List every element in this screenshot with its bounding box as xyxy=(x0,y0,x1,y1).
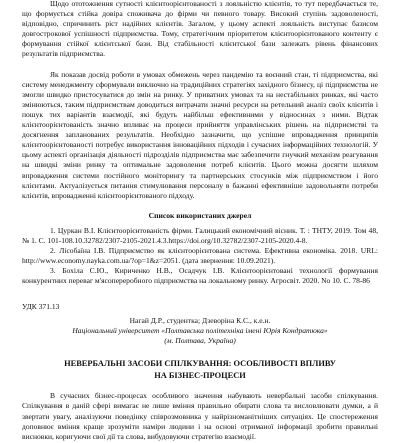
intro-paragraph: Щодо ототожнення сутності клієнтоорієнтованості з лояльністю клієнтів, то тут передбачається те, що формується стійка довіра споживача до фірми чи певного товару. Високий ступінь задоволеності, відповідно, спричинить ріст надійних клієнтів. Загалом, у цьому аспекті лояльність виступає базисом довгострокової успішності підприємства. Тому, стратегічним пріоритетом клієнтоорієнтованого контенту є формування стійкої клієнтської бази. Від стабільності клієнтської бази залежать рівень фінансових результатів підприємства. xyxy=(22,0,378,59)
affiliation-line: Національний університет «Полтавська політехніка імені Юрія Кондратюка» xyxy=(72,326,328,336)
article-title-line: НА БІЗНЕС-ПРОЦЕСИ xyxy=(154,370,246,380)
body-paragraph: В сучасних бізнес-процесах особливого значення набувають невербальні засоби спілкування. Спілкування в даній сфері вимагає не лише вміння правильно обирати слова та висловлювати думки, а й звертати увагу, аналізуючи поведінку співрозмовника у найрізноманітніших ситуаціях. Це спостереження доповнює вміння краще зрозуміти наміри людини і на основі отриманої інформації зробити правильні висновки, коригуючи свої дії та слова, вибудовуючи стратегію взаємодії. xyxy=(22,391,378,441)
article-title-line: НЕВЕРБАЛЬНІ ЗАСОБИ СПІЛКУВАННЯ: ОСОБЛИВОСТІ ВПЛИВУ xyxy=(64,359,336,369)
main-paragraph: Як показав досвід роботи в умовах обмежень через пандемію та воєнний стан, ті підприємства, які систему менеджменту сформували виключно на традиційних стратегіях західного бізнесу, ці підприємства не змогли швидко пристосуватися до змін на ринку. У приватних умовах та на нестабільних ринках, які часто змінюються, таким підприємствам доводиться витрачати значні ресурси на ретельний аналіз своїх клієнтів і пошук тих варіантів взаємодії, які будуть найбільш ефективними у відносинах з ними. Відтак клієнтоорієнтованість значно впливає на процеси прийняття управлінських рішень на підприємстві та досягнення запланованих результатів. Необхідно зазначити, що успішне впровадження принципів клієнтоорієнтованості потребує використання інноваційних підходів і сучасних інформаційних технологій. У цьому аспекті організація діяльності підрозділів підприємства має забезпечити гнучкий механізм реагування на швидкі зміни ринку та оптимальне задоволення потреб клієнтів. Цього можна досягти шляхом впровадження системи постійного моніторингу та партнерських стосунків між підприємством і його клієнтами. Актуалізується питання стимулювання персоналу в бажанні ефективніше задовольняти потреби клієнтів, впровадженні клієнтоорієнтованого підходу. xyxy=(22,69,378,200)
references-list xyxy=(22,226,378,287)
references-heading: Список використаних джерел xyxy=(148,210,252,220)
reference-item: 2. Лісобаїна І.В. Підприємство як клієнтоорієнтована система. Ефективна економіка. 2018. URL: http://www.economy.nayka.com.ua/?op=1&z=2051. (дата звернення: 10.09.2021). xyxy=(22,245,378,266)
article-title xyxy=(22,358,378,381)
reference-item: 3. Бохіла С.Ю., Кириченко Н.В., Осадчук І.В. Клієнтоорієнтовані технології формування конкурентних переваг м'ясопереробного підприємства на локальному ринку. Агросвіт. 2020. No 10. С. 78-86 xyxy=(22,266,378,286)
reference-item: 1. Цуркан В.І. Клієнтоорієнтованість фірми. Галицький економічний вісник. Т. : ТНТУ, 2019. Том 48, № 1. С. 101-108.10.32782/2307-2105-2021.4.3.https://doi.org/10.32782/2307-2105-2020.4-8. xyxy=(22,225,378,245)
udk-code: УДК 371.13 xyxy=(22,302,60,312)
affiliation-location: (м. Полтава, Україна) xyxy=(164,336,236,346)
authors-line: Нагай Д.Р., студентка; Дзеворіна К.С., к.е.н. xyxy=(129,316,271,326)
